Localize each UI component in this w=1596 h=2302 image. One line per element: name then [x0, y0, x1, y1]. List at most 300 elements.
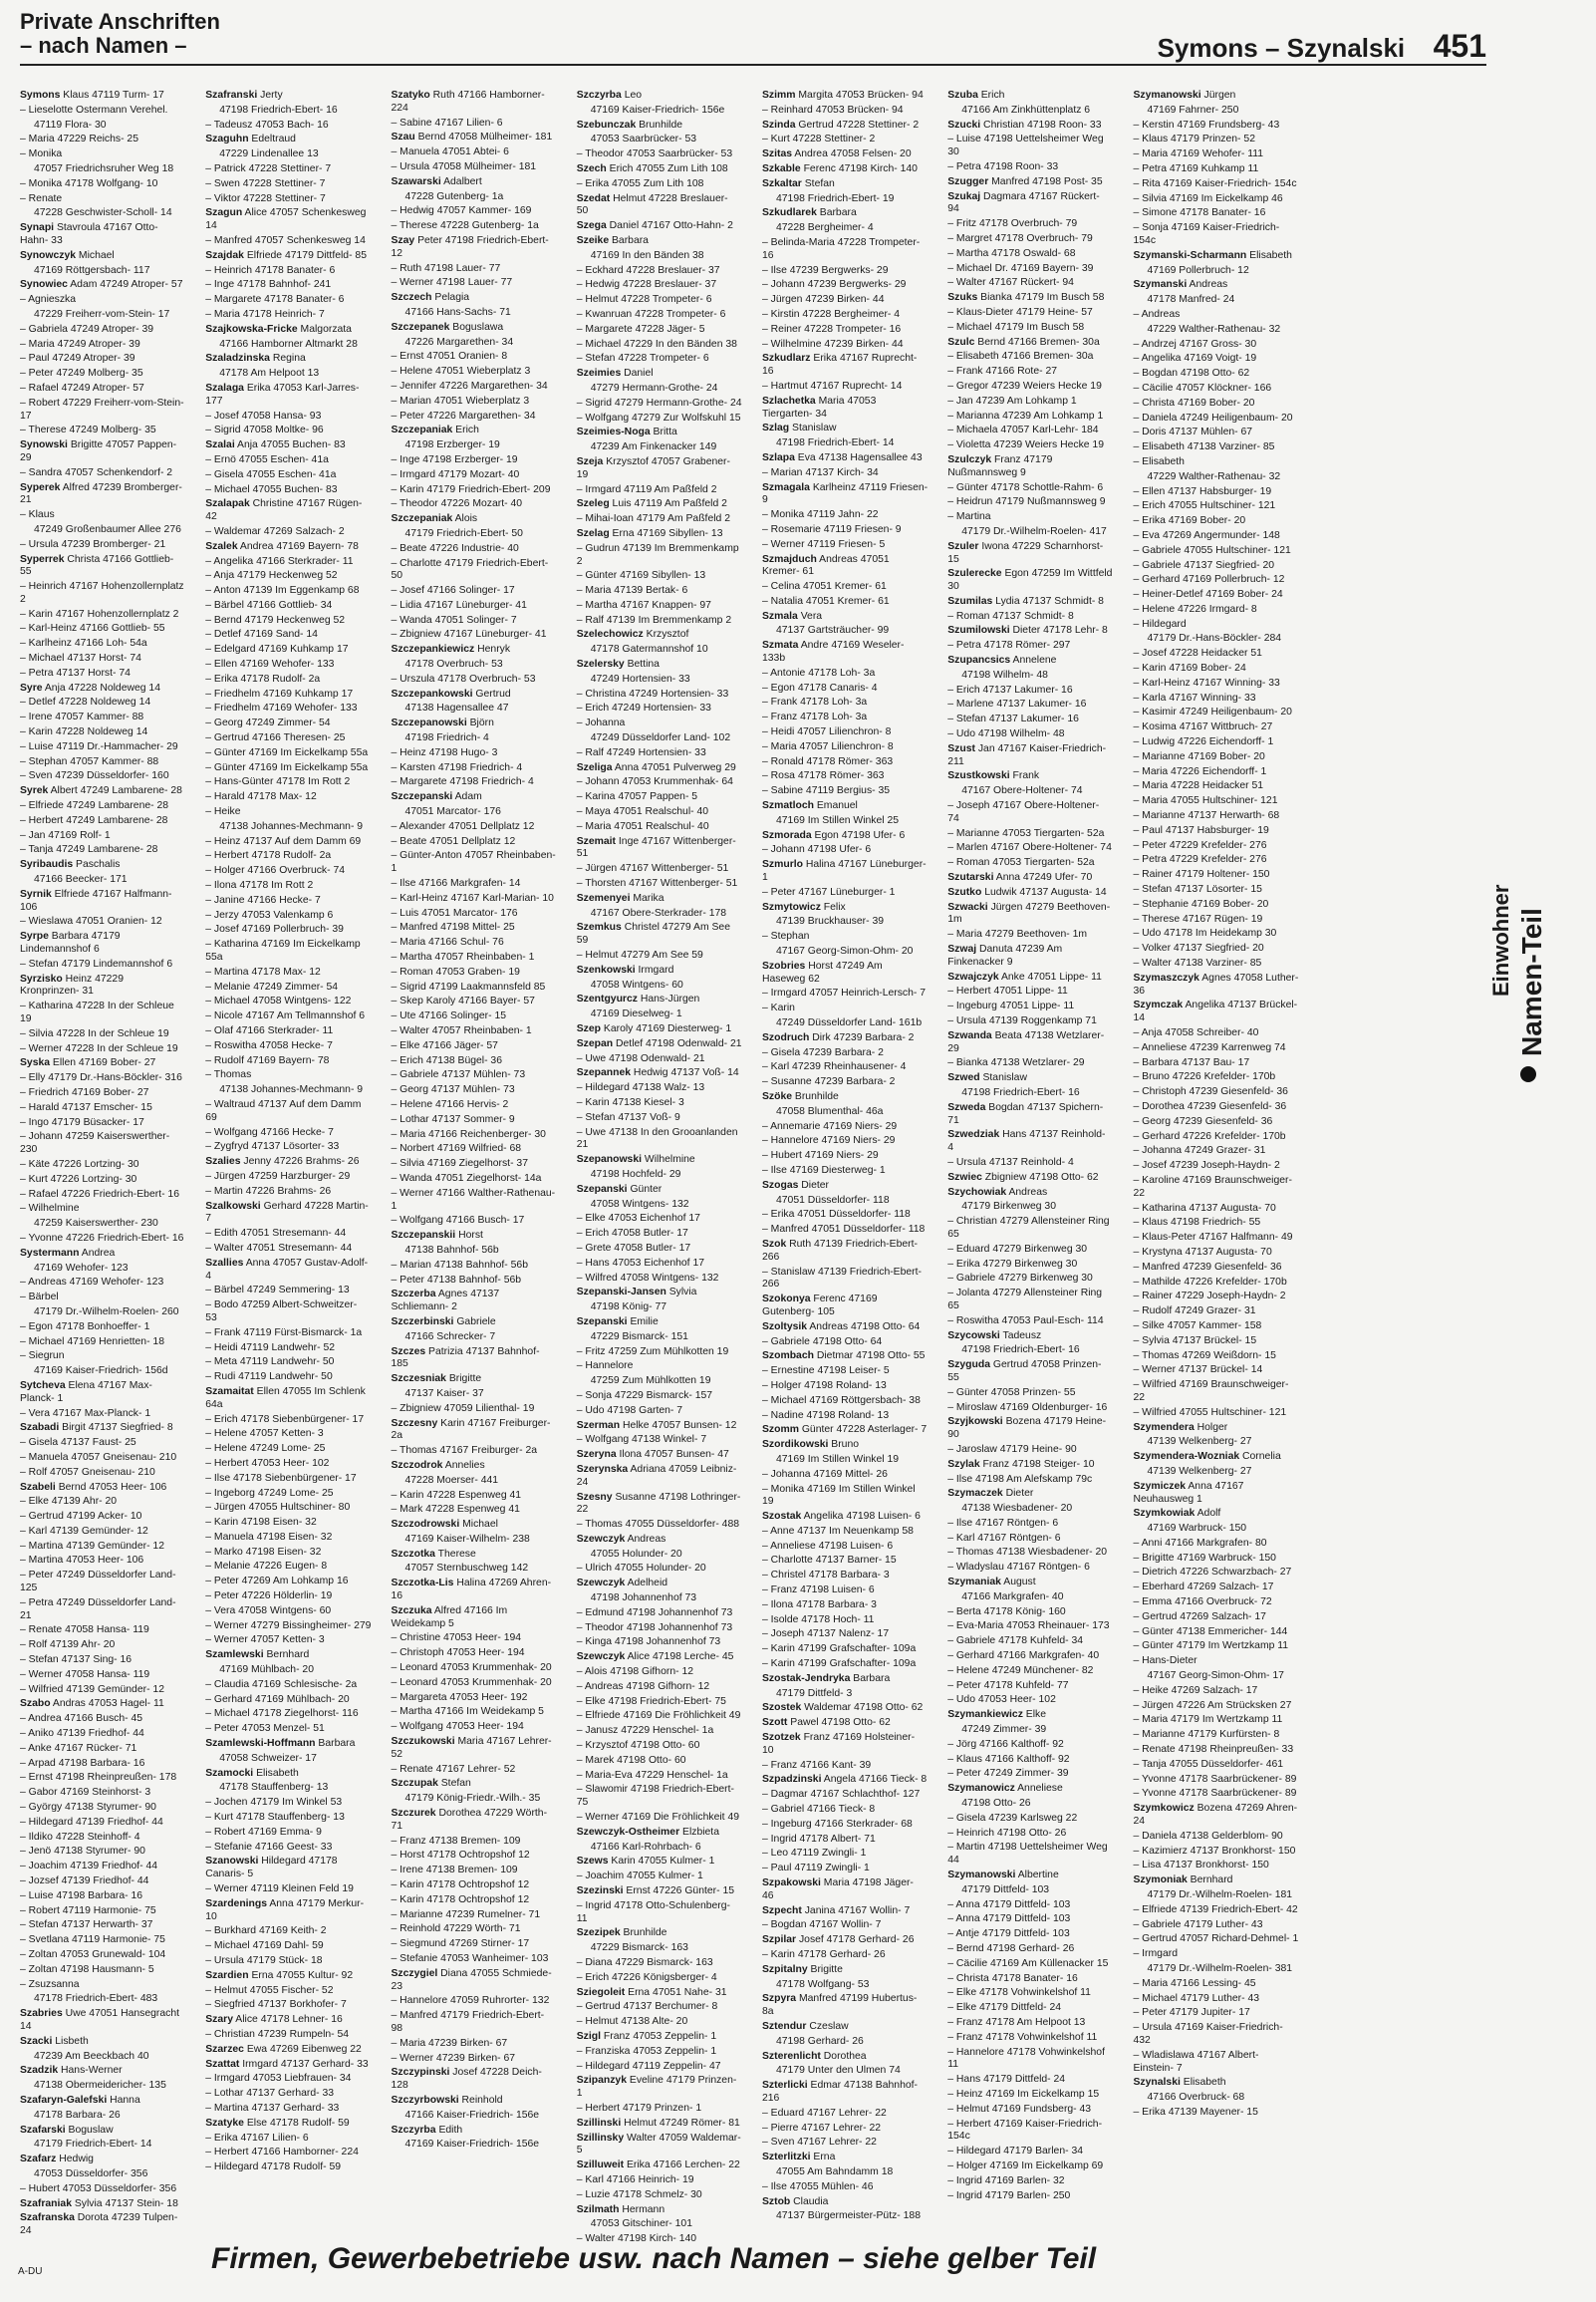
entry-text: Erich	[977, 90, 1005, 101]
directory-entry: – Ursula 47169 Kaiser-Friedrich- 432	[1134, 2022, 1299, 2048]
entry-text: Agnes 47137 Schliemann- 2	[391, 1289, 500, 1313]
directory-entry: – Uwe 47138 In den Grooanlanden 21	[577, 1127, 742, 1153]
directory-entry	[20, 279, 185, 292]
directory-entry: – Renate 47058 Hansa- 119	[20, 1624, 185, 1637]
directory-entry: – Ilse 47167 Röntgen- 6	[947, 1518, 1113, 1531]
directory-entry: – Ursula 47239 Bromberger- 21	[20, 539, 185, 552]
directory-entry	[205, 1738, 371, 1751]
directory-entry: 47178 Friedrich-Ebert- 483	[34, 1993, 158, 2005]
surname: Szesny	[576, 1491, 613, 1503]
surname: Szadzik	[20, 2065, 59, 2077]
surname: Szczesny	[391, 1417, 438, 1429]
surname: Szymendera-Wozniak	[1133, 1451, 1240, 1463]
directory-entry: – Peter 47249 Zimmer- 39	[947, 1768, 1113, 1781]
directory-entry: – Karl-Heinz 47167 Winning- 33	[1134, 678, 1299, 691]
directory-entry: – Gudrun 47139 Im Bremmenkamp 2	[577, 543, 742, 569]
directory-entry	[947, 1488, 1113, 1501]
surname: Szemkus	[576, 922, 622, 934]
entry-text: Karoly 47169 Diesterweg- 1	[601, 1023, 732, 1034]
directory-entry: – Rafael 47249 Atroper- 57	[20, 383, 185, 396]
surname: Synowczyk	[20, 249, 77, 261]
directory-entry: 47179 Friedrich-Ebert- 14	[34, 2139, 152, 2151]
surname: Szczotka	[391, 1548, 435, 1560]
surname: Syperrek	[20, 553, 65, 565]
directory-entry: – Ernst 47051 Oranien- 8	[392, 351, 557, 364]
directory-entry	[1134, 1481, 1299, 1507]
directory-entry: – Hans 47053 Eichenhof 17	[577, 1258, 742, 1271]
surname: Szalkowski	[205, 1200, 261, 1212]
directory-entry: – Herbert 47178 Rudolf- 2a	[205, 850, 371, 863]
directory-entry: – Helene 47249 Münchener- 82	[947, 1665, 1113, 1678]
directory-entry	[762, 396, 928, 422]
surname: Szpilar	[762, 1934, 797, 1946]
directory-entry: – Petra 47229 Krefelder- 276	[1134, 854, 1299, 867]
directory-entry: – Maria 47178 Heinrich- 7	[205, 309, 371, 322]
directory-entry: – Ronald 47178 Römer- 363	[762, 756, 928, 769]
directory-entry: – Urszula 47178 Overbruch- 53	[392, 674, 557, 687]
directory-entry: – Maria 47166 Schul- 76	[392, 937, 557, 950]
entry-text: Andreas	[1187, 279, 1228, 291]
directory-entry: – Jürgen 47239 Birken- 44	[762, 294, 928, 307]
entry-text: Agnes 47058 Luther- 36	[1133, 972, 1299, 997]
surname: Szobries	[762, 960, 806, 972]
directory-entry: – Horst 47178 Ochtropshof 12	[392, 1850, 557, 1863]
entry-text: August	[1000, 1577, 1036, 1588]
directory-entry	[762, 800, 928, 813]
directory-entry: – Manuela 47057 Gneisenau- 210	[20, 1452, 185, 1465]
directory-entry: – Johanna	[577, 718, 742, 730]
directory-entry: – Holger 47166 Overbruck- 74	[205, 865, 371, 878]
directory-entry	[577, 2118, 742, 2131]
entry-text: Bozena 47179 Heine- 90	[947, 1416, 1107, 1441]
directory-entry: – Mark 47228 Espenweg 41	[392, 1504, 557, 1517]
directory-entry: – Heinz 47198 Hugo- 3	[392, 747, 557, 760]
directory-entry: – Stefan 47137 Lösorter- 15	[1134, 884, 1299, 897]
directory-entry	[762, 207, 928, 220]
surname: Szczepanski	[391, 791, 453, 803]
directory-entry: – Ingrid 47179 Barlen- 250	[947, 2190, 1113, 2203]
directory-entry: – Jürgen 47226 Am Strücksken 27	[1134, 1700, 1299, 1713]
directory-entry: – Miroslaw 47169 Oldenburger- 16	[947, 1402, 1113, 1415]
directory-entry: – Irene 47138 Bremen- 109	[392, 1865, 557, 1877]
directory-entry: – Heinrich 47178 Banater- 6	[205, 265, 371, 278]
directory-entry: – Silke 47057 Kammer- 158	[1134, 1320, 1299, 1333]
directory-entry: – Swen 47228 Stettiner- 7	[205, 178, 371, 191]
entry-text: Franz 47053 Zeppelin- 1	[601, 2030, 717, 2042]
directory-entry: 47058 Blumenthal- 46a	[776, 1105, 884, 1117]
directory-entry	[205, 250, 371, 263]
directory-entry: – Helene 47051 Wieberplatz 3	[392, 366, 557, 379]
directory-entry: – Luis 47051 Marcator- 176	[392, 908, 557, 921]
directory-entry: – Karlheinz 47166 Loh- 54a	[20, 638, 185, 651]
directory-entry	[577, 1578, 742, 1590]
entry-text: Peter 47198 Friedrich-Ebert- 12	[391, 234, 549, 259]
surname: Szmurlo	[762, 859, 803, 871]
directory-entry	[762, 859, 928, 885]
directory-entry	[577, 456, 742, 482]
directory-entry: 47198 Johannenhof 73	[590, 1592, 697, 1604]
directory-entry: – Edmund 47198 Johannenhof 73	[577, 1607, 742, 1620]
directory-entry: – Siegmund 47269 Stirner- 17	[392, 1938, 557, 1951]
surname: Sziegoleit	[576, 1986, 626, 1998]
directory-entry: – Theodor 47198 Johannenhof 73	[577, 1622, 742, 1635]
surname: Szotzek	[762, 1732, 801, 1744]
directory-entry: – Ralf 47249 Hortensien- 33	[577, 747, 742, 760]
directory-entry: – Yvonne 47226 Friedrich-Ebert- 16	[20, 1233, 185, 1246]
directory-entry: – Robert 47169 Emma- 9	[205, 1827, 371, 1840]
directory-entry: – Jan 47239 Am Lohkamp 1	[947, 396, 1113, 409]
surname: Szczesniak	[391, 1373, 446, 1385]
directory-entry: – Andreas 47198 Gifhorn- 12	[577, 1681, 742, 1694]
directory-entry: – Anna 47179 Dittfeld- 103	[947, 1899, 1113, 1912]
directory-entry: – Erich 47226 Königsberger- 4	[577, 1972, 742, 1985]
directory-entry: – Thomas 47167 Freiburger- 2a	[392, 1445, 557, 1458]
directory-entry: – Martina	[947, 511, 1113, 524]
surname: Szczepanskii	[391, 1230, 456, 1242]
name-range	[1158, 28, 1486, 65]
directory-entry: – Rosa 47178 Römer- 363	[762, 770, 928, 783]
directory-entry: – Lieselotte Ostermann Verehel.	[20, 105, 185, 118]
directory-entry: – Thomas 47055 Düsseldorfer- 488	[577, 1519, 742, 1532]
entry-text: Barbara 47179 Lindemannshof 6	[20, 931, 121, 956]
entry-text: Bogdan 47137 Spichern- 71	[947, 1101, 1104, 1126]
directory-entry: – Bärbel	[20, 1292, 185, 1304]
directory-entry: – Andreas 47169 Wehofer- 123	[20, 1277, 185, 1290]
directory-entry: – Pierre 47167 Lehrer- 22	[762, 2123, 928, 2136]
directory-entry	[1134, 1000, 1299, 1025]
directory-entry: – Karin 47178 Gerhard- 26	[762, 1949, 928, 1962]
directory-entry: 47198 Friedrich- 4	[404, 732, 489, 744]
directory-entry: – Gerhard 47166 Markgrafen- 40	[947, 1650, 1113, 1663]
directory-entry: – Erich 47137 Lakumer- 16	[947, 685, 1113, 698]
entry-text: Erika 47166 Lerchen- 22	[624, 2159, 740, 2171]
directory-entry: – Karin 47138 Kiesel- 3	[577, 1097, 742, 1110]
directory-entry	[762, 423, 928, 435]
directory-entry: 47055 Holunder- 20	[590, 1548, 682, 1560]
directory-entry: – Irmgard 47053 Liebfrauen- 34	[205, 2073, 371, 2086]
surname: Szpecht	[762, 1904, 802, 1916]
directory-entry: – Elfriede 47139 Friedrich-Ebert- 42	[1134, 1904, 1299, 1917]
directory-entry: – Gerhard 47169 Mühlbach- 20	[205, 1694, 371, 1707]
directory-entry: – Stanislaw 47139 Friedrich-Ebert- 266	[762, 1267, 928, 1293]
directory-entry: – Kinga 47198 Johannenhof 73	[577, 1636, 742, 1649]
directory-entry: – Eva-Maria 47053 Rheinauer- 173	[947, 1620, 1113, 1633]
directory-entry	[947, 541, 1113, 567]
surname: Szafaryn-Galefski	[20, 2094, 108, 2106]
surname: Szwaj	[947, 944, 977, 956]
surname: Szyguda	[947, 1359, 990, 1371]
entry-text: Erich 47055 Zum Lith 108	[606, 162, 728, 174]
directory-entry: 47179 Dr.-Wilhelm-Roelen- 181	[1147, 1889, 1293, 1901]
directory-entry	[947, 887, 1113, 900]
directory-entry	[762, 1511, 928, 1524]
directory-entry: 47249 Düsseldorfer Land- 102	[590, 732, 731, 744]
directory-entry	[392, 1808, 557, 1834]
directory-entry: 47198 Wilhelm- 48	[961, 669, 1048, 681]
entry-text: Erika 47167 Ruprecht- 16	[762, 353, 918, 378]
directory-entry	[392, 235, 557, 261]
directory-entry: 47058 Schweizer- 17	[219, 1752, 317, 1764]
directory-entry: 47229 Bismarck- 151	[590, 1330, 688, 1342]
directory-entry: – Roswitha 47058 Hecke- 7	[205, 1040, 371, 1053]
directory-entry: – Gertrud 47166 Theresen- 25	[205, 732, 371, 745]
directory-entry: – Günter 47178 Schottle-Rahm- 6	[947, 482, 1113, 495]
directory-entry: – Anke 47167 Rücker- 71	[20, 1743, 185, 1756]
directory-entry	[205, 353, 371, 366]
directory-entry	[947, 770, 1113, 783]
surname: Szczepaniak	[391, 425, 453, 436]
entry-text: Lisbeth	[52, 2035, 89, 2047]
surname: Szymiczek	[1133, 1480, 1187, 1492]
entry-text: Egon 47198 Ufer- 6	[811, 829, 906, 841]
directory-entry: – Stefan 47179 Lindemannshof 6	[20, 959, 185, 972]
directory-entry	[577, 1038, 742, 1051]
entry-text: Frank	[1009, 770, 1040, 782]
entry-text: Stefan	[437, 1778, 471, 1790]
directory-entry: – Maria 47166 Reichenberger- 30	[392, 1129, 557, 1142]
entry-text: Manfred 47198 Post- 35	[988, 175, 1103, 187]
entry-text: Jerty	[257, 90, 283, 101]
surname: Szamlewski	[205, 1649, 264, 1661]
surname: Szymankiewicz	[947, 1709, 1023, 1721]
entry-text: Elena 47167 Max-Planck- 1	[20, 1379, 152, 1404]
directory-entry: – Christoph 47053 Heer- 194	[392, 1647, 557, 1660]
directory-entry: – Emma 47166 Overbruck- 72	[1134, 1596, 1299, 1609]
directory-entry: – Hildegard 47138 Walz- 13	[577, 1082, 742, 1095]
entry-text: Ilona 47057 Bunsen- 47	[616, 1449, 729, 1461]
directory-entry: 47198 Otto- 26	[961, 1798, 1031, 1810]
directory-entry: – Hannelore 47178 Vohwinkelshof 11	[947, 2047, 1113, 2073]
directory-entry: – Helmut 47055 Fischer- 52	[205, 1985, 371, 1998]
directory-entry: – Ursula 47137 Reinhold- 4	[947, 1157, 1113, 1170]
entry-text: Günter	[627, 1183, 663, 1195]
directory-entry	[20, 2212, 185, 2238]
directory-entry: 47138 Johannes-Mechmann- 9	[219, 1084, 364, 1096]
surname: Szordikowski	[762, 1439, 829, 1451]
directory-entry: – Hannelore 47059 Ruhrorter- 132	[392, 1995, 557, 2008]
directory-entry	[577, 220, 742, 233]
directory-entry: – Johanna 47249 Grazer- 31	[1134, 1145, 1299, 1158]
directory-entry: – Petra 47198 Roon- 33	[947, 161, 1113, 174]
directory-entry: – Meta 47119 Landwehr- 50	[205, 1356, 371, 1369]
directory-entry: – Kosima 47167 Wittbruch- 27	[1134, 721, 1299, 734]
directory-entry: 47169 Im Stillen Winkel 19	[776, 1453, 900, 1465]
directory-entry: – Johann 47259 Kaiserswerther- 230	[20, 1131, 185, 1157]
directory-entry: – Ingrid 47178 Albert- 71	[762, 1834, 928, 1847]
directory-entry	[205, 1649, 371, 1662]
directory-entry	[947, 191, 1113, 217]
directory-entry: – Rita 47169 Kaiser-Friedrich- 154c	[1134, 178, 1299, 191]
directory-entry	[762, 163, 928, 176]
directory-entry: – Peter 47178 Kuhfeld- 77	[947, 1680, 1113, 1693]
directory-entry: – Arpad 47198 Barbara- 16	[20, 1758, 185, 1771]
directory-entry	[762, 1993, 928, 2019]
surname: Szary	[205, 2014, 233, 2026]
directory-entry	[577, 1492, 742, 1518]
directory-entry: – Stefanie 47166 Geest- 33	[205, 1842, 371, 1855]
directory-entry	[20, 1482, 185, 1495]
surname: Szombach	[762, 1350, 814, 1362]
directory-entry: – Luise 47198 Barbara- 16	[20, 1890, 185, 1903]
directory-entry: – Helene 47249 Lome- 25	[205, 1443, 371, 1456]
directory-entry: – Luise 47119 Dr.-Hammacher- 29	[20, 741, 185, 754]
entry-text: Holger	[1194, 1421, 1228, 1433]
directory-entry: – Anneliese 47239 Karrenweg 74	[1134, 1042, 1299, 1055]
entry-text: Anna 47057 Gustav-Adolf- 4	[205, 1257, 369, 1282]
directory-entry: – Patrick 47228 Stettiner- 7	[205, 163, 371, 176]
surname: Szynalski	[1133, 2077, 1181, 2089]
directory-entry: – Elke 47166 Jäger- 57	[392, 1040, 557, 1053]
entry-text: Andreas	[625, 1533, 666, 1545]
directory-entry	[577, 1067, 742, 1080]
directory-entry	[762, 90, 928, 103]
surname: Sztob	[762, 2195, 791, 2207]
directory-entry: – Leonard 47053 Krummenhak- 20	[392, 1662, 557, 1675]
entry-text: Bozena 47269 Ahren- 24	[1133, 1803, 1298, 1828]
directory-entry: 47169 Röttgersbach- 117	[34, 264, 150, 276]
entry-text: Halina 47269 Ahren- 16	[391, 1578, 552, 1602]
directory-entry: – Luise 47198 Uettelsheimer Weg 30	[947, 134, 1113, 159]
surname: Szamaitat	[205, 1385, 254, 1397]
directory-entry: – Helmut 47138 Alte- 20	[577, 2016, 742, 2029]
directory-entry: – Hildegard 47139 Friedhof- 44	[20, 1817, 185, 1830]
directory-entry	[762, 1905, 928, 1918]
directory-entry: – Kerstin 47169 Frundsberg- 43	[1134, 120, 1299, 133]
directory-entry: – Martina 47053 Heer- 106	[20, 1555, 185, 1568]
directory-entry	[947, 120, 1113, 133]
entry-text: Barbara	[816, 207, 857, 219]
entry-text: Barbara	[850, 1672, 891, 1684]
directory-entry	[205, 1970, 371, 1983]
surname: Szeryna	[576, 1449, 617, 1461]
surname: Szewczyk	[576, 1651, 626, 1663]
entry-text: Krzysztof 47057 Grabener- 19	[576, 455, 730, 480]
directory-entry: – Karin 47228 Noldeweg 14	[20, 726, 185, 739]
surname: Szarzec	[205, 2043, 244, 2055]
directory-entry: 47119 Flora- 30	[34, 119, 107, 131]
entry-text: Sylvia 47137 Stein- 18	[71, 2197, 178, 2209]
directory-entry: – Inge 47198 Erzberger- 19	[392, 454, 557, 467]
entry-text: Jan 47167 Kaiser-Friedrich- 211	[947, 742, 1107, 767]
surname: Szczupak	[391, 1778, 438, 1790]
directory-entry: – Burkhard 47169 Keith- 2	[205, 1925, 371, 1938]
directory-entry	[762, 2080, 928, 2106]
entry-text: Ferenc 47198 Kirch- 140	[800, 162, 918, 174]
directory-entry: – Detlef 47169 Sand- 14	[205, 629, 371, 642]
surname: Szterenlicht	[762, 2050, 821, 2062]
section-title	[20, 10, 220, 58]
directory-entry	[947, 872, 1113, 885]
surname: Szutko	[947, 886, 982, 898]
surname: Szuler	[947, 540, 979, 552]
entry-text: Andre 47169 Weseler- 133b	[762, 640, 905, 665]
directory-entry: – Ilse 47178 Siebenbürgener- 17	[205, 1473, 371, 1486]
surname: Szczukowski	[391, 1736, 455, 1748]
directory-entry	[762, 1239, 928, 1265]
surname: Szczygiel	[391, 1967, 438, 1979]
directory-entry: – Michaela 47057 Karl-Lehr- 184	[947, 425, 1113, 437]
entry-text: Anke 47051 Lippe- 11	[998, 971, 1102, 983]
directory-entry: 47228 Bergheimer- 4	[776, 222, 874, 234]
directory-entry	[762, 1350, 928, 1363]
entry-text: Bernd 47053 Heer- 106	[55, 1481, 167, 1493]
directory-entry: – Krzysztof 47198 Otto- 60	[577, 1740, 742, 1753]
entry-text: Dieter 47178 Lehr- 8	[1009, 625, 1108, 637]
directory-entry: 47198 Friedrich-Ebert- 14	[776, 437, 895, 449]
side-tab	[1482, 817, 1552, 1076]
surname: Szkudlarz	[762, 353, 811, 365]
directory-entry: 47169 Kaiser-Wilhelm- 238	[404, 1533, 530, 1545]
surname: Szafarz	[20, 2154, 57, 2165]
directory-entry: – Sabine 47167 Lilien- 6	[392, 118, 557, 131]
directory-entry	[577, 1184, 742, 1197]
directory-entry: – Zbigniew 47059 Lilienthal- 19	[392, 1403, 557, 1416]
directory-entry	[947, 454, 1113, 480]
surname: Syrzisko	[20, 973, 63, 985]
directory-entry: 47167 Georg-Simon-Ohm- 17	[1147, 1670, 1284, 1682]
directory-entry: – Walter 47198 Kirch- 140	[577, 2233, 742, 2246]
directory-entry: – Therese 47167 Rügen- 19	[1134, 914, 1299, 927]
directory-entry: 47169 Kaiser-Friedrich- 156d	[34, 1365, 168, 1377]
directory-entry: – Waltraud 47137 Auf dem Damm 69	[205, 1099, 371, 1125]
directory-entry: – Erich 47249 Hortensien- 33	[577, 703, 742, 716]
directory-entry: – Hartmut 47167 Ruprecht- 14	[762, 381, 928, 394]
surname: Szeimies	[576, 368, 622, 380]
surname: Szczepanek	[391, 321, 450, 333]
directory-entry: – Jürgen 47055 Hultschiner- 80	[205, 1502, 371, 1515]
directory-entry	[947, 1102, 1113, 1128]
page-header	[0, 0, 1596, 62]
directory-entry	[1134, 1508, 1299, 1521]
surname: Szczes	[391, 1345, 426, 1357]
directory-entry: – Bogdan 47198 Otto- 62	[1134, 368, 1299, 381]
directory-entry: – Uwe 47198 Odenwald- 21	[577, 1053, 742, 1066]
entry-text: Bernhard	[1187, 1874, 1233, 1886]
directory-entry: – Werner 47228 In der Schleue 19	[20, 1043, 185, 1056]
directory-entry: – Marian 47137 Kirch- 34	[762, 467, 928, 480]
directory-entry: – Thomas	[205, 1069, 371, 1082]
directory-entry: – Heike 47269 Salzach- 17	[1134, 1685, 1299, 1698]
surname: Szabeli	[20, 1481, 56, 1493]
directory-entry: – Friedrich 47169 Bober- 27	[20, 1087, 185, 1100]
directory-entry: – Ingeburg 47051 Lippe- 11	[947, 1001, 1113, 1013]
directory-entry	[947, 1459, 1113, 1472]
directory-entry: – Norbert 47169 Wilfried- 68	[392, 1143, 557, 1156]
directory-entry: 47169 In den Bänden 38	[590, 249, 704, 261]
entry-text: Else 47178 Rudolf- 59	[243, 2117, 350, 2129]
directory-entry: 47229 Lindenallee 13	[219, 148, 319, 160]
directory-entry: 47179 Dittfeld- 103	[961, 1883, 1050, 1895]
directory-entry: – Karl 47239 Rheinhausener- 4	[762, 1061, 928, 1074]
directory-entry: – Johanna 47169 Mittel- 26	[762, 1469, 928, 1482]
directory-entry: – Zygfryd 47137 Lösorter- 33	[205, 1141, 371, 1154]
directory-entry: – Irene 47057 Kammer- 88	[20, 712, 185, 724]
directory-entry: – Jozsef 47139 Friedhof- 44	[20, 1875, 185, 1888]
directory-entry: – Günter-Anton 47057 Rheinbaben- 1	[392, 850, 557, 876]
surname: Syrpe	[20, 931, 49, 943]
directory-entry: – Michael 47169 Henrietten- 18	[20, 1336, 185, 1349]
directory-entry: – Cäcilie 47169 Am Küllenacker 15	[947, 1958, 1113, 1971]
directory-entry: – Werner 47198 Lauer- 77	[392, 277, 557, 290]
surname: Szepan	[576, 1037, 614, 1049]
directory-entry: 47166 Hamborner Altmarkt 28	[219, 338, 358, 350]
directory-entry: – Michael 47169 Röttgersbach- 38	[762, 1395, 928, 1408]
directory-entry: – Christoph 47239 Giesenfeld- 36	[1134, 1086, 1299, 1099]
directory-entry: – Manfred 47057 Schenkesweg 14	[205, 235, 371, 248]
directory-entry: – Maria 47057 Lilienchron- 8	[762, 741, 928, 754]
directory-entry: – Bodo 47259 Albert-Schweitzer- 53	[205, 1299, 371, 1325]
directory-entry	[392, 791, 557, 804]
